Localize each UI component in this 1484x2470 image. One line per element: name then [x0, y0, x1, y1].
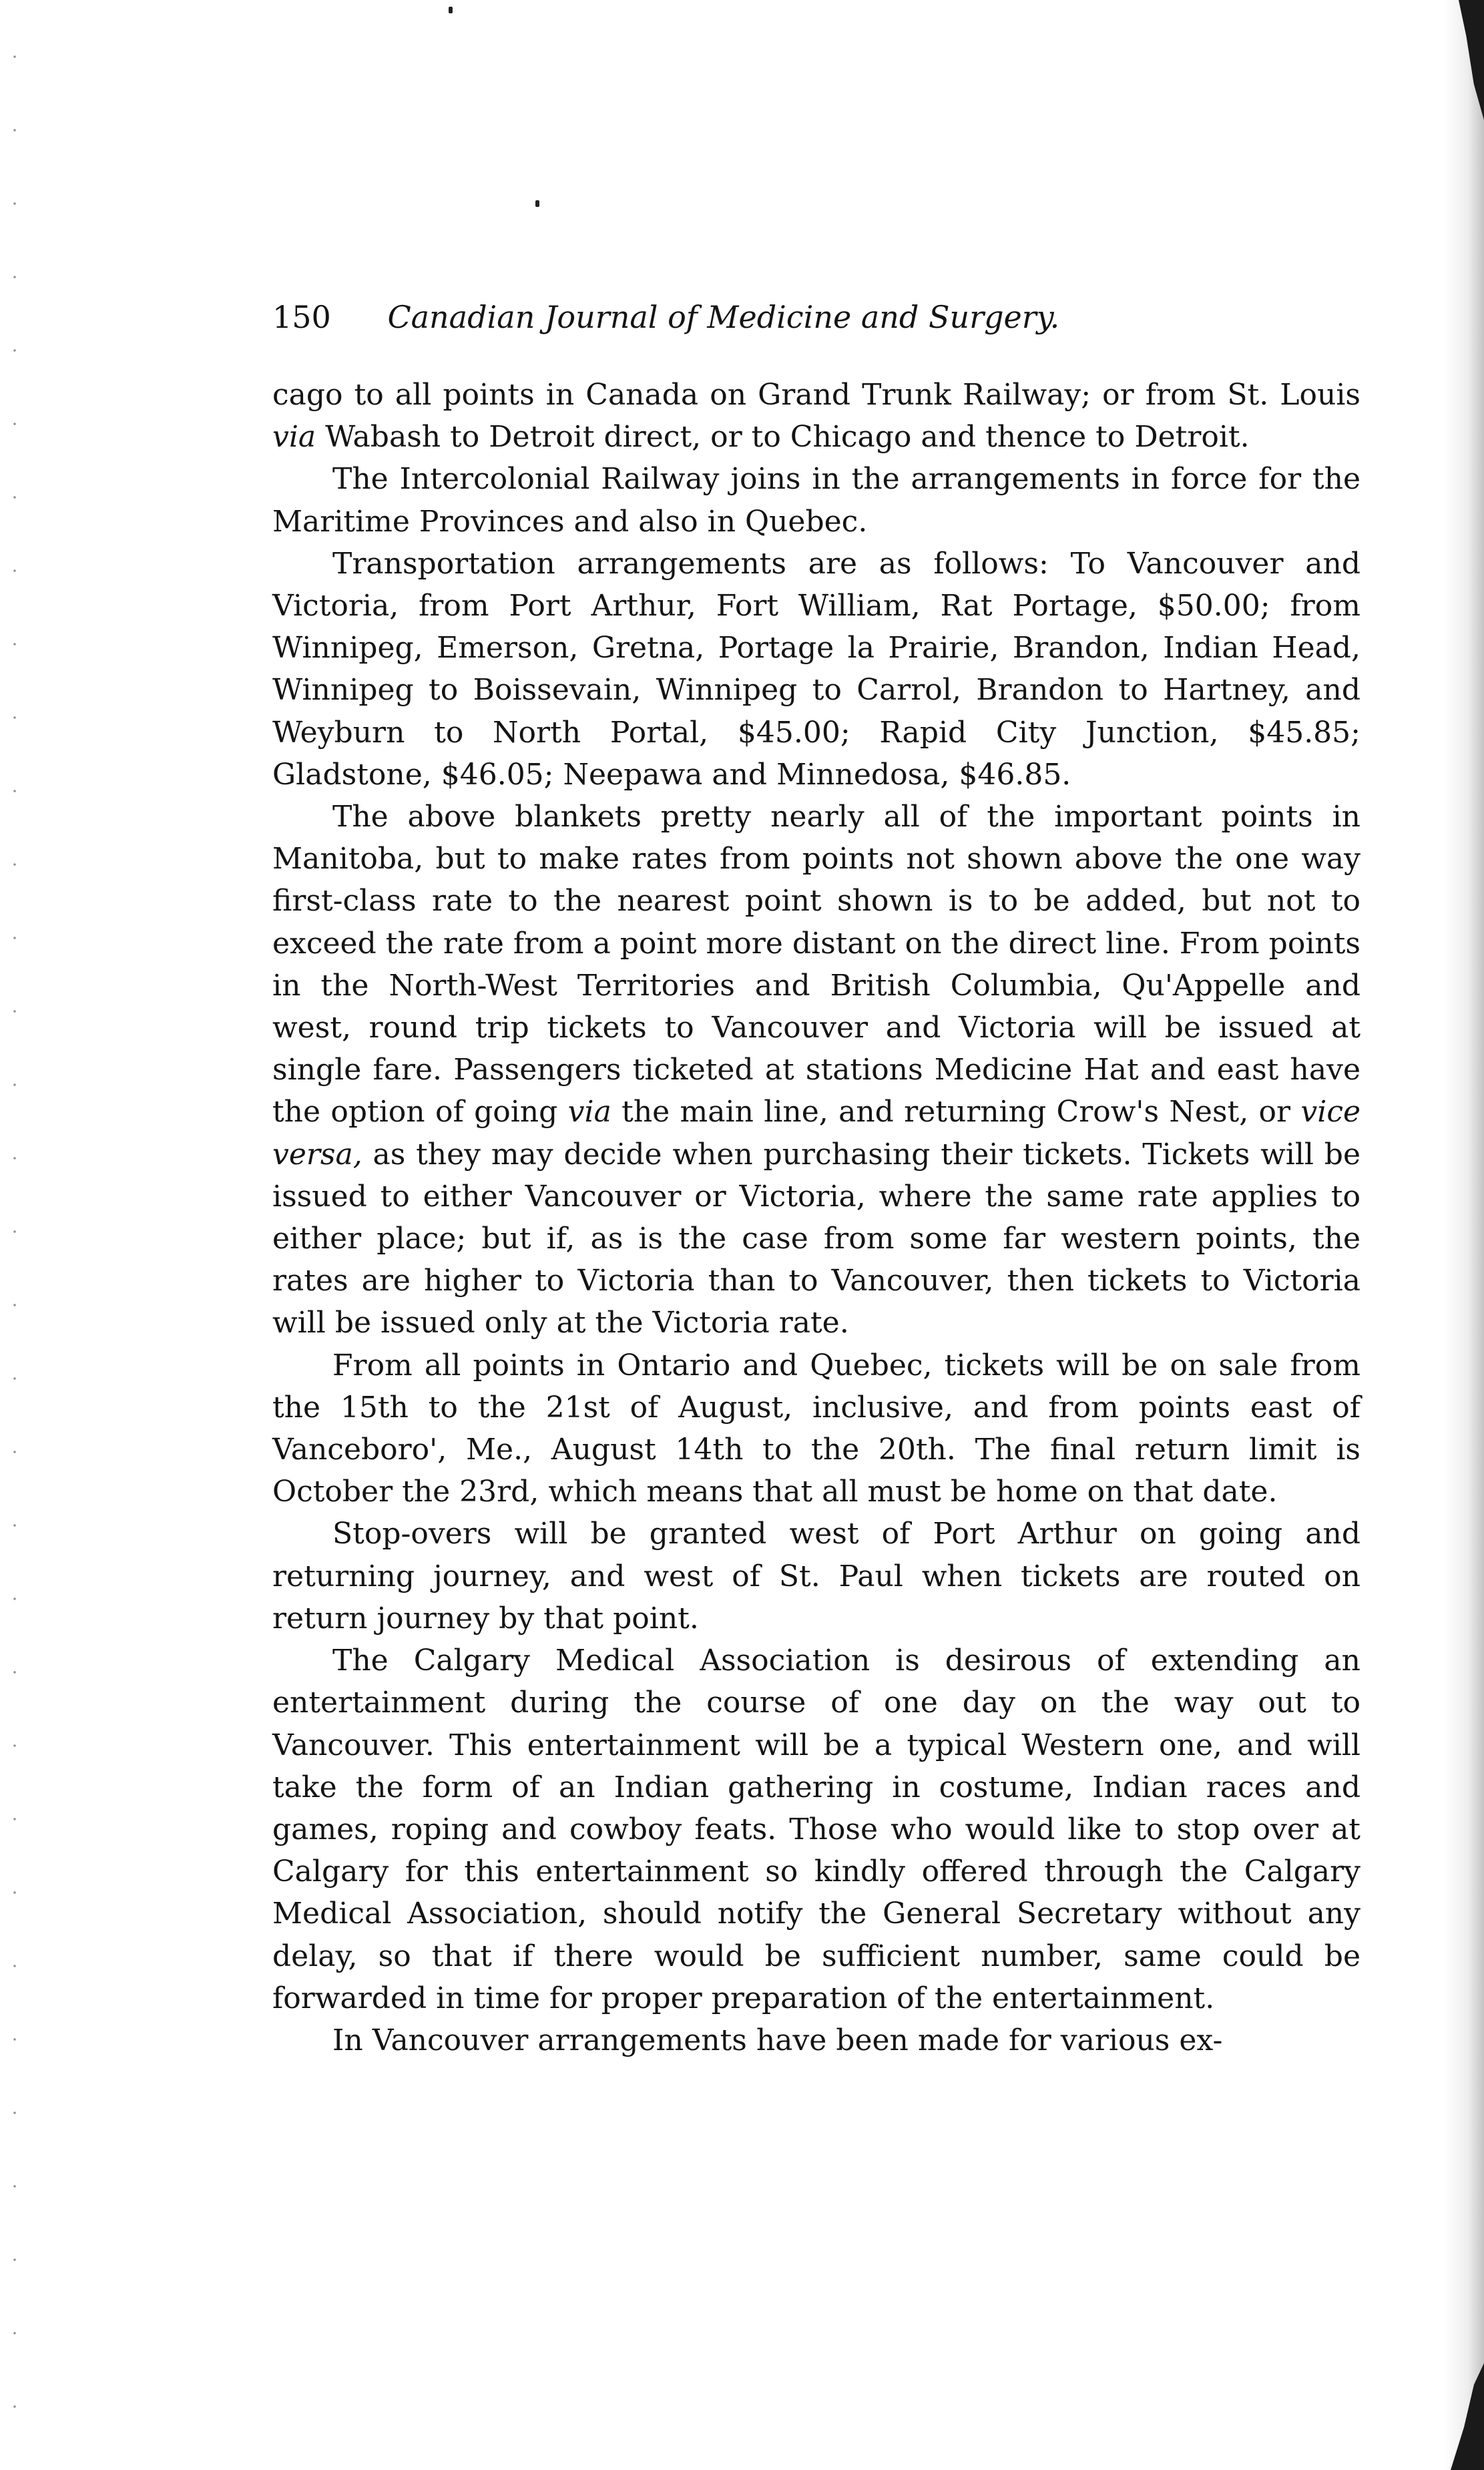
- page-number: 150: [272, 299, 331, 335]
- running-header: [272, 294, 1207, 340]
- paragraph: From all points in Ontario and Quebec, tickets will be on sale from the 15th to the 21st of August, inclusive, and from points east of Vanceboro', Me., August 14th to the 20th. The final return limit is October the 23rd, which means that all must be home on that date.: [272, 1348, 1361, 1509]
- paragraph: cago to all points in Canada on Grand Trunk Railway; or from St. Louis via Wabash to Detroit direct, or to Chicago and thence to Detroit.: [272, 378, 1361, 455]
- left-margin-scan-artifacts: [0, 0, 27, 2470]
- journal-title: Canadian Journal of Medicine and Surgery.: [387, 299, 1060, 335]
- paragraph: Transportation arrangements are as follows: To Vancouver and Victoria, from Port Arthur, Fort William, Rat Portage, $50.00; from Winnipeg, Emerson, Gretna, Portage la Prairie, Brandon, Indian Head, Winnipeg to Boissevain, Winnipeg to Carrol, Brandon to Hartney, and Weyburn to North Portal, $45.00; Rapid City Junction, $45.85; Gladstone, $46.05; Neepawa and Minnedosa, $46.85.: [272, 546, 1361, 792]
- article-body: [272, 374, 1361, 2061]
- paragraph: The Intercolonial Railway joins in the arrangements in force for the Maritime Provinces and also in Quebec.: [272, 462, 1361, 539]
- paragraph: The Calgary Medical Association is desirous of extending an entertainment during the course of one day on the way out to Vancouver. This entertainment will be a typical Western one, and will take the form of an Indian gathering in costume, Indian races and games, roping and cowboy feats. Those who would like to stop over at Calgary for this entertainment so kindly offered through the Calgary Medical Association, should notify the General Secretary without any delay, so that if there would be sufficient number, same could be forwarded in time for proper preparation of the entertainment.: [272, 1644, 1361, 2015]
- paragraph: Stop-overs will be granted west of Port Arthur on going and returning journey, and west of St. Paul when tickets are routed on return journey by that point.: [272, 1517, 1361, 1636]
- right-edge-shadow: [1444, 0, 1484, 2470]
- paragraph: The above blankets pretty nearly all of the important points in Manitoba, but to make rates from points not shown above the one way first-class rate to the nearest point shown is to be added, but not to exceed the rate from a point more distant on the direct line. From points in the North-West Territories and British Columbia, Qu'Appelle and west, round trip tickets to Vancouver and Victoria will be issued at single fare. Passengers ticketed at stations Medicine Hat and east have the option of going via the main line, and returning Crow's Nest, or vice versa, as they may decide when purchasing their tickets. Tickets will be issued to either Vancouver or Victoria, where the same rate applies to either place; but if, as is the case from some far western points, the rates are higher to Victoria than to Vancouver, then tickets to Victoria will be issued only at the Victoria rate.: [272, 800, 1361, 1340]
- ink-speck: [449, 7, 453, 13]
- ink-speck: [535, 200, 539, 207]
- paragraph: In Vancouver arrangements have been made for various ex-: [332, 2023, 1223, 2057]
